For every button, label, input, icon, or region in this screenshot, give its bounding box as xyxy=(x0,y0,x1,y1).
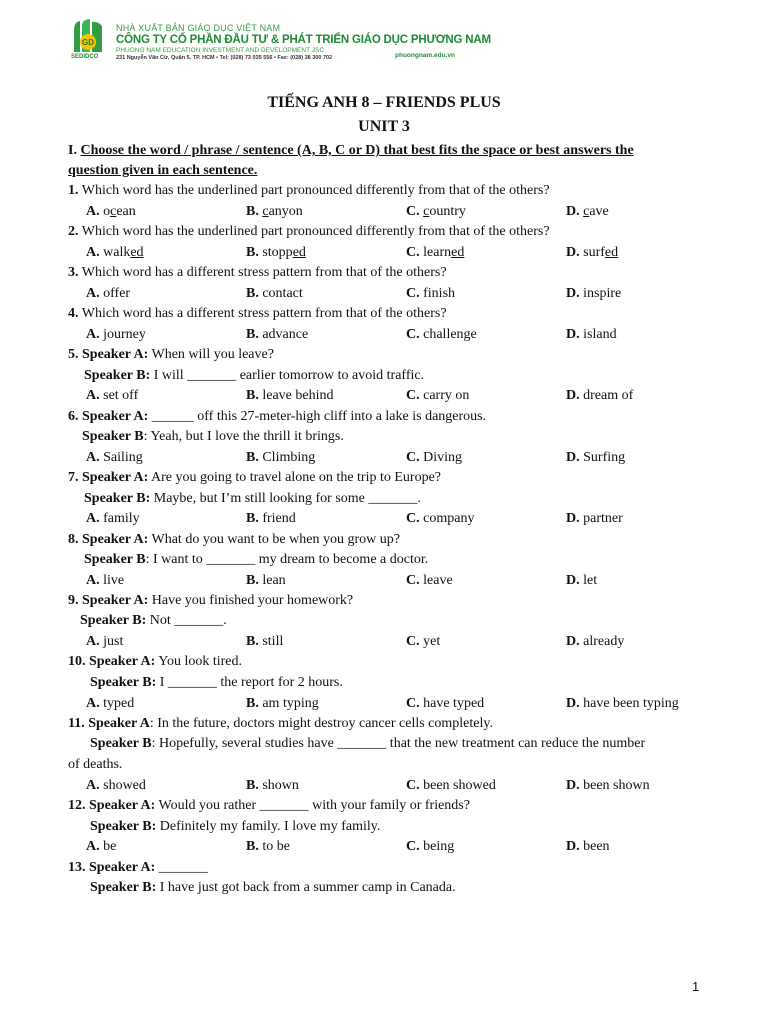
speaker-b-line: Speaker B: Maybe, but I’m still looking for some _______. xyxy=(84,491,421,506)
question-2: 2. Which word has the underlined part pronounced differently from that of the others? xyxy=(68,224,550,239)
speaker-b-line: Speaker B: Yeah, but I love the thrill it brings. xyxy=(82,429,344,444)
option-a[interactable]: A. ocean xyxy=(86,204,136,219)
option-a[interactable]: A. walked xyxy=(86,245,144,260)
option-d[interactable]: D. cave xyxy=(566,204,609,219)
option-d[interactable]: D. Surfing xyxy=(566,450,626,465)
question-5: 5. Speaker A: When will you leave? xyxy=(68,347,274,362)
option-d[interactable]: D. dream of xyxy=(566,388,634,403)
option-b[interactable]: B. canyon xyxy=(246,204,303,219)
option-c[interactable]: C. carry on xyxy=(406,388,470,403)
company-name: CÔNG TY CỔ PHẦN ĐẦU TƯ & PHÁT TRIỂN GIÁO DỤC PHƯƠNG NAM xyxy=(116,34,491,46)
company-address: 231 Nguyễn Văn Cừ, Quận 5, TP. HCM • Tel: (028) 73 035 556 • Fax: (028) 38 300 702 xyxy=(116,55,333,61)
option-c[interactable]: C. have typed xyxy=(406,696,485,711)
company-name-english: PHUONG NAM EDUCATION INVESTMENT AND DEVELOPMENT JSC xyxy=(116,47,325,54)
option-b[interactable]: B. lean xyxy=(246,573,286,588)
section-instruction-cont xyxy=(68,161,257,181)
question-7: 7. Speaker A: Are you going to travel alone on the trip to Europe? xyxy=(68,470,442,485)
logo-caption: SEDIDCO xyxy=(71,54,99,60)
option-c[interactable]: C. yet xyxy=(406,634,441,649)
option-a[interactable]: A. family xyxy=(86,511,140,526)
option-a[interactable]: A. journey xyxy=(86,327,146,342)
option-d[interactable]: D. already xyxy=(566,634,625,649)
option-d[interactable]: D. inspire xyxy=(566,286,622,301)
option-c[interactable]: C. leave xyxy=(406,573,453,588)
section-instruction xyxy=(68,141,634,161)
speaker-b-line: Speaker B: I will _______ earlier tomorrow to avoid traffic. xyxy=(84,368,425,383)
section-number: I. xyxy=(68,143,77,158)
question-9: 9. Speaker A: Have you finished your homework? xyxy=(68,593,354,608)
option-b[interactable]: B. shown xyxy=(246,778,299,793)
option-c[interactable]: C. challenge xyxy=(406,327,477,342)
speaker-b-line: Speaker B: Definitely my family. I love my family. xyxy=(90,819,381,834)
option-a[interactable]: A. be xyxy=(86,839,117,854)
option-d[interactable]: D. partner xyxy=(566,511,623,526)
speaker-b-line: Speaker B: I _______ the report for 2 hours. xyxy=(90,675,343,690)
option-b[interactable]: B. friend xyxy=(246,511,296,526)
option-c[interactable]: C. Diving xyxy=(406,450,463,465)
document-title: TIẾNG ANH 8 – FRIENDS PLUS xyxy=(267,94,501,111)
question-13: 13. Speaker A: _______ xyxy=(68,860,208,875)
option-b[interactable]: B. stopped xyxy=(246,245,306,260)
option-d[interactable]: D. have been typing xyxy=(566,696,679,711)
option-a[interactable]: A. showed xyxy=(86,778,146,793)
option-d[interactable]: D. surfed xyxy=(566,245,619,260)
question-3: 3. Which word has a different stress pattern from that of the others? xyxy=(68,265,447,280)
publisher-name: NHÀ XUẤT BẢN GIÁO DỤC VIỆT NAM xyxy=(116,23,281,33)
speaker-b-line-cont: of deaths. xyxy=(68,757,123,772)
speaker-b-line: Speaker B: I have just got back from a summer camp in Canada. xyxy=(90,880,456,895)
option-c[interactable]: C. learned xyxy=(406,245,465,260)
question-1: 1. Which word has the underlined part pronounced differently from that of the others? xyxy=(68,183,550,198)
option-a[interactable]: A. just xyxy=(86,634,124,649)
option-b[interactable]: B. still xyxy=(246,634,284,649)
svg-text:GD: GD xyxy=(82,38,94,47)
question-11: 11. Speaker A: In the future, doctors might destroy cancer cells completely. xyxy=(68,716,493,731)
option-a[interactable]: A. typed xyxy=(86,696,135,711)
speaker-b-line: Speaker B: I want to _______ my dream to become a doctor. xyxy=(84,552,429,567)
option-c[interactable]: C. been showed xyxy=(406,778,496,793)
option-a[interactable]: A. live xyxy=(86,573,125,588)
question-12: 12. Speaker A: Would you rather _______ with your family or friends? xyxy=(68,798,470,813)
company-website: phuongnam.edu.vn xyxy=(395,52,455,59)
option-c[interactable]: C. finish xyxy=(406,286,456,301)
option-c[interactable]: C. company xyxy=(406,511,475,526)
option-a[interactable]: A. Sailing xyxy=(86,450,143,465)
option-b[interactable]: B. advance xyxy=(246,327,309,342)
speaker-b-line: Speaker B: Hopefully, several studies have _______ that the new treatment can reduce the number xyxy=(90,736,646,751)
speaker-b-line: Speaker B: Not _______. xyxy=(80,613,227,628)
page-number: 1 xyxy=(692,979,700,994)
option-a[interactable]: A. set off xyxy=(86,388,139,403)
question-8: 8. Speaker A: What do you want to be when you grow up? xyxy=(68,532,400,547)
question-6: 6. Speaker A: ______ off this 27-meter-high cliff into a lake is dangerous. xyxy=(68,409,487,424)
publisher-header xyxy=(70,18,491,66)
unit-title: UNIT 3 xyxy=(358,118,410,135)
option-b[interactable]: B. leave behind xyxy=(246,388,334,403)
instruction-text-cont: question given in each sentence. xyxy=(68,163,258,178)
option-d[interactable]: D. been shown xyxy=(566,778,650,793)
option-b[interactable]: B. am typing xyxy=(246,696,319,711)
option-c[interactable]: C. being xyxy=(406,839,455,854)
question-4: 4. Which word has a different stress pattern from that of the others? xyxy=(68,306,447,321)
option-b[interactable]: B. to be xyxy=(246,839,290,854)
option-d[interactable]: D. been xyxy=(566,839,610,854)
question-10: 10. Speaker A: You look tired. xyxy=(68,654,242,669)
option-a[interactable]: A. offer xyxy=(86,286,131,301)
option-d[interactable]: D. let xyxy=(566,573,598,588)
instruction-text: Choose the word / phrase / sentence (A, B, C or D) that best fits the space or best answers the xyxy=(80,143,634,158)
option-b[interactable]: B. Climbing xyxy=(246,450,316,465)
option-c[interactable]: C. country xyxy=(406,204,466,219)
option-d[interactable]: D. island xyxy=(566,327,617,342)
option-b[interactable]: B. contact xyxy=(246,286,303,301)
